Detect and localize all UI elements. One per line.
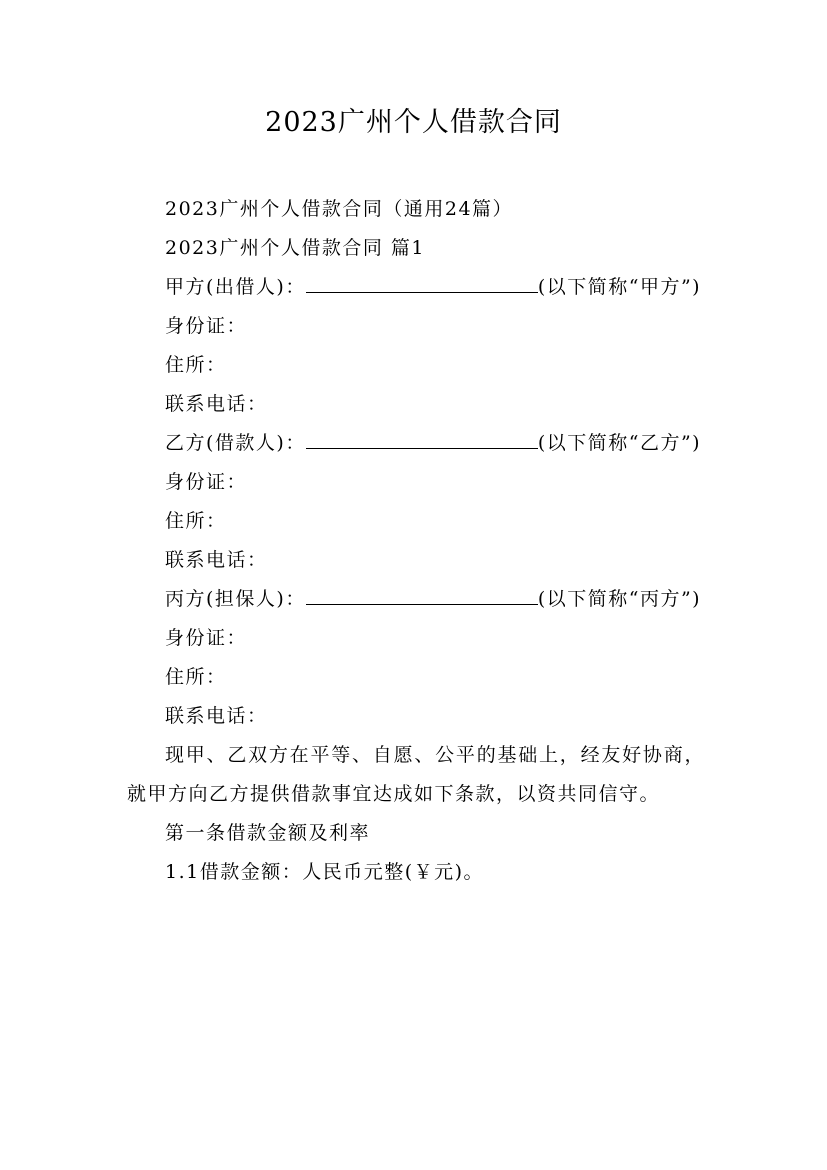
party-b-label: 乙方(借款人)：	[165, 432, 306, 454]
party-a-blank-line	[306, 272, 538, 293]
party-c-label: 丙方(担保人)：	[165, 588, 306, 610]
party-c-line	[127, 580, 705, 619]
party-b-id: 身份证：	[165, 471, 248, 493]
party-c-id: 身份证：	[165, 627, 248, 649]
subtitle: 2023广州个人借款合同（通用24篇）	[165, 198, 514, 220]
party-a-address: 住所：	[165, 354, 227, 376]
party-c-suffix: (以下简称“丙方”)	[537, 588, 702, 610]
section-heading: 2023广州个人借款合同 篇1	[165, 237, 425, 259]
party-b-suffix: (以下简称“乙方”)	[537, 432, 702, 454]
party-c-address: 住所：	[165, 666, 227, 688]
party-b-line	[127, 424, 705, 463]
party-a-label: 甲方(出借人)：	[165, 276, 306, 298]
preamble-paragraph: 现甲、乙双方在平等、自愿、公平的基础上，经友好协商，就甲方向乙方提供借款事宜达成如下条款，以资共同信守。	[127, 744, 705, 805]
document-title: 2023广州个人借款合同	[265, 107, 562, 138]
party-a-id: 身份证：	[165, 315, 248, 337]
party-c-blank-line	[306, 584, 538, 605]
clause-1-1: 1.1借款金额：人民币元整(￥元)。	[165, 861, 485, 883]
article-1-heading: 第一条借款金额及利率	[165, 822, 371, 844]
document-body	[127, 190, 705, 892]
party-a-suffix: (以下简称“甲方”)	[537, 276, 702, 298]
party-c-phone: 联系电话：	[165, 705, 268, 727]
party-a-line	[127, 268, 705, 307]
party-b-address: 住所：	[165, 510, 227, 532]
party-b-phone: 联系电话：	[165, 549, 268, 571]
party-a-phone: 联系电话：	[165, 393, 268, 415]
party-b-blank-line	[306, 428, 538, 449]
